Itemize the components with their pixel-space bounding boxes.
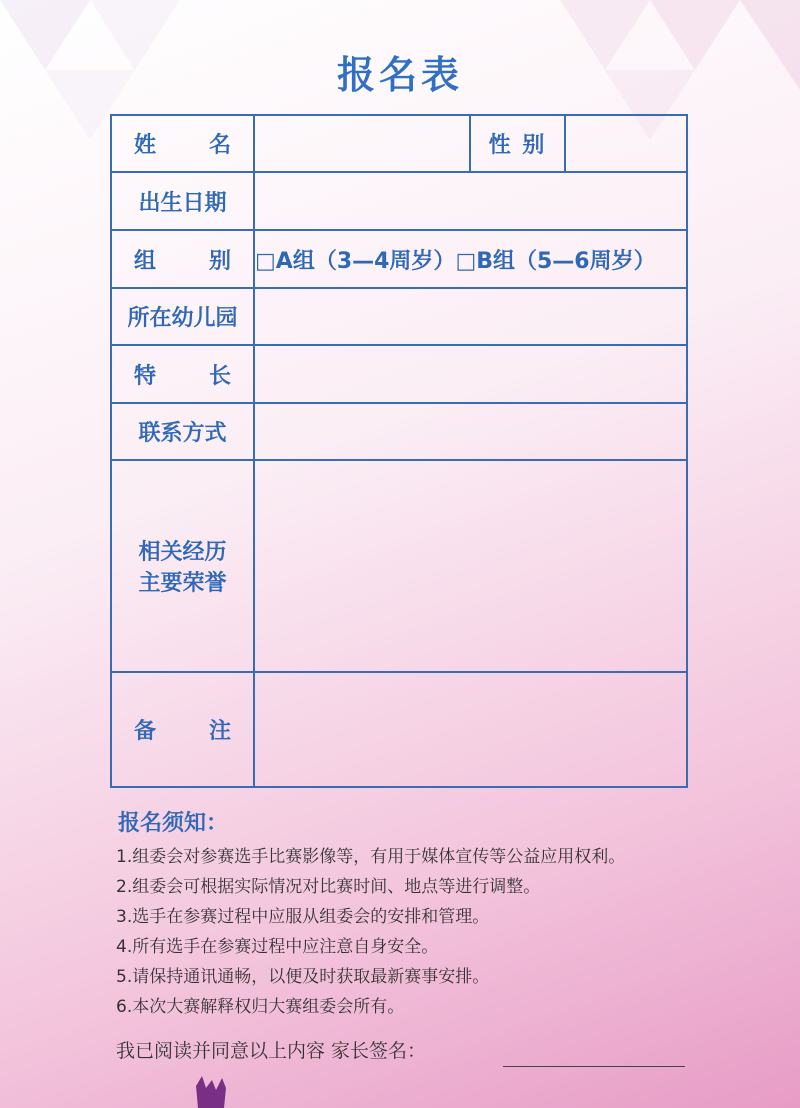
gender-label: 性 别 (470, 115, 565, 172)
talent-label-cell (111, 345, 254, 403)
kindergarten-label: 所在幼儿园 (111, 288, 254, 345)
hand-gesture-icon (192, 1074, 232, 1108)
talent-input-cell[interactable] (254, 345, 687, 403)
notice-item: 2.组委会可根据实际情况对比赛时间、地点等进行调整。 (116, 877, 541, 897)
experience-label-line-1: 相关经历 (138, 540, 227, 565)
gender-input-cell[interactable] (565, 115, 687, 172)
group-option-a-checkbox[interactable]: □A组（3—4周岁） (255, 248, 456, 274)
contact-label: 联系方式 (111, 403, 254, 460)
experience-label-cell (111, 460, 254, 672)
name-input-cell[interactable] (254, 115, 470, 172)
notice-item: 6.本次大赛解释权归大赛组委会所有。 (116, 997, 405, 1017)
group-label-char-1: 组 (134, 248, 157, 274)
signature-line[interactable] (503, 1066, 685, 1067)
birth-date-label: 出生日期 (111, 172, 254, 230)
registration-form-table (110, 114, 688, 788)
agreement-text: 我已阅读并同意以上内容 家长签名： (116, 1040, 427, 1062)
notice-item: 1.组委会对参赛选手比赛影像等，有用于媒体宣传等公益应用权利。 (116, 847, 626, 867)
group-option-b-checkbox[interactable]: □B组（5—6周岁） (455, 248, 656, 274)
group-label-cell (111, 230, 254, 288)
birth-date-input-cell[interactable] (254, 172, 687, 230)
name-label-char-1: 姓 (134, 133, 157, 158)
talent-label-char-2: 长 (208, 363, 231, 389)
remarks-label-cell (111, 672, 254, 787)
group-label-char-2: 别 (208, 248, 231, 274)
remarks-label-char-2: 注 (208, 719, 231, 744)
notice-list (116, 842, 625, 1022)
page-title: 报名表 (336, 53, 463, 97)
experience-input-cell[interactable] (254, 460, 687, 672)
group-options-cell (254, 230, 687, 288)
notice-item: 4.所有选手在参赛过程中应注意自身安全。 (116, 937, 439, 957)
name-label-char-2: 名 (208, 133, 231, 158)
experience-label-line-2: 主要荣誉 (138, 571, 227, 596)
notice-item: 5.请保持通讯通畅，以便及时获取最新赛事安排。 (116, 967, 490, 987)
contact-input-cell[interactable] (254, 403, 687, 460)
remarks-input-cell[interactable] (254, 672, 687, 787)
name-label-cell (111, 115, 254, 172)
notice-title: 报名须知： (118, 811, 229, 836)
kindergarten-input-cell[interactable] (254, 288, 687, 345)
notice-item: 3.选手在参赛过程中应服从组委会的安排和管理。 (116, 907, 490, 927)
talent-label-char-1: 特 (134, 363, 157, 389)
remarks-label-char-1: 备 (134, 719, 157, 744)
